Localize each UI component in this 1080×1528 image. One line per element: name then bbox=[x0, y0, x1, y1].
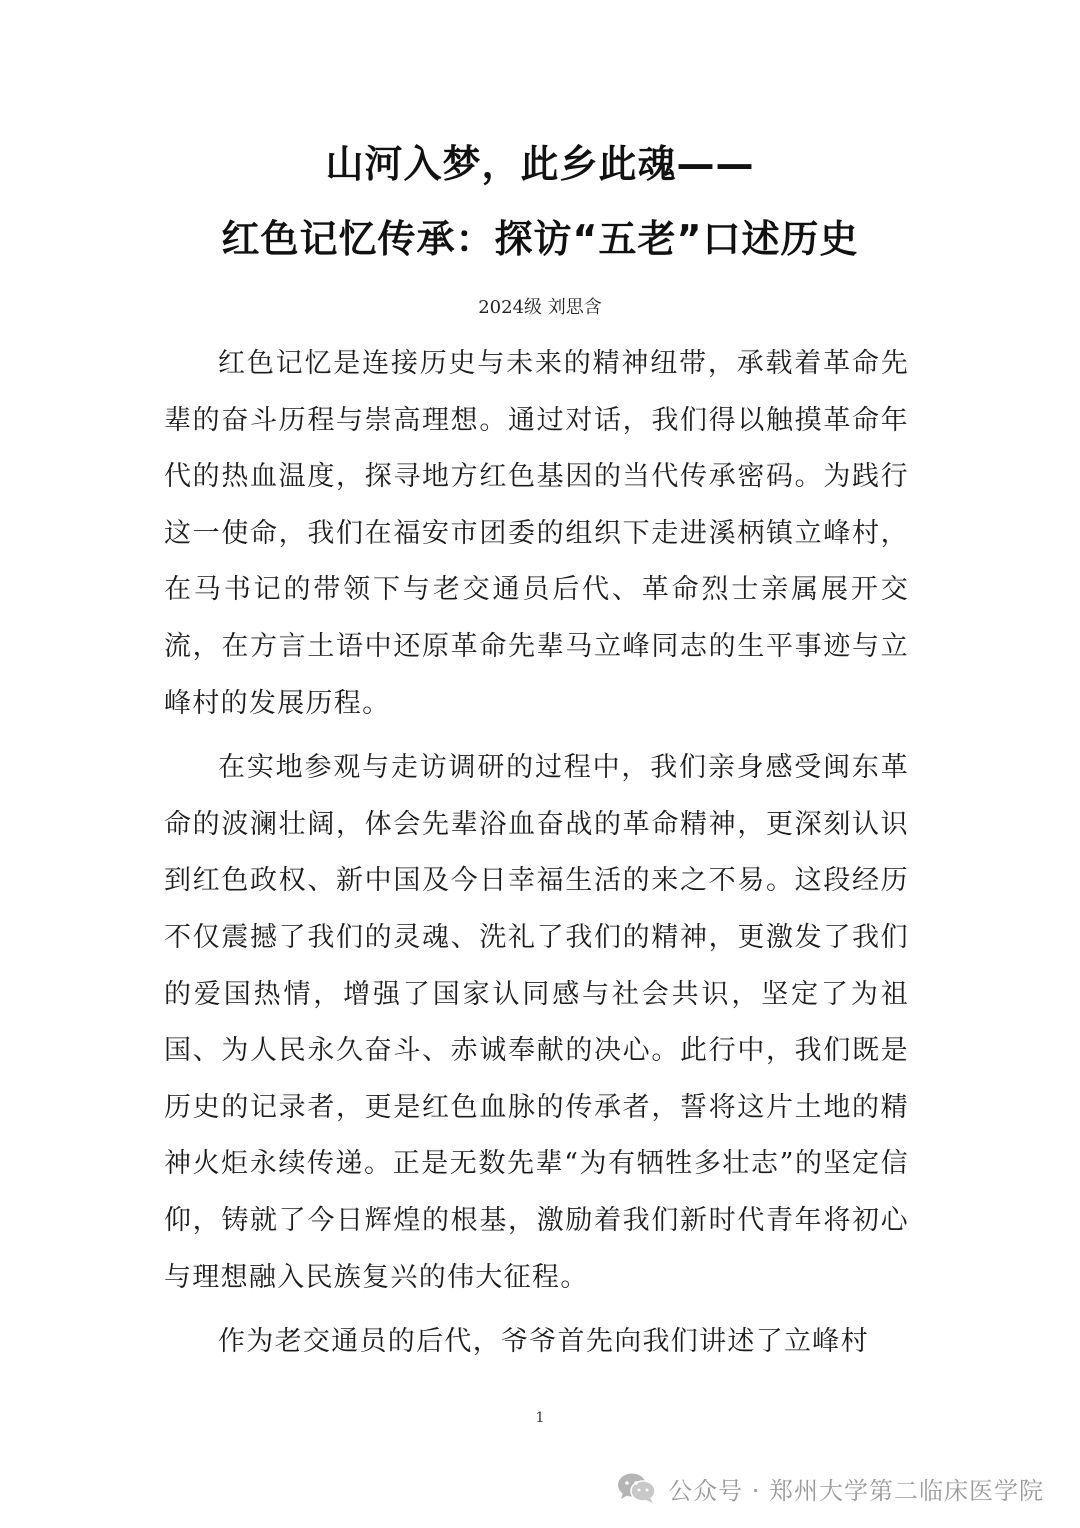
title-line-2: 红色记忆传承：探访“五老”口述历史 bbox=[221, 217, 859, 261]
wechat-watermark bbox=[616, 1468, 1044, 1508]
watermark-text: 公众号 · 郑州大学第二临床医学院 bbox=[668, 1476, 1044, 1505]
wechat-icon bbox=[616, 1471, 658, 1505]
paragraph-2: 在实地参观与走访调研的过程中，我们亲身感受闽东革命的波澜壮阔，体会先辈浴血奋战的革命精神，更深刻认识到红色政权、新中国及今日幸福生活的来之不易。这段经历不仅震撼了我们的灵魂、洗礼了我们的精神，更激发了我们的爱国热情，增强了国家认同感与社会共识，坚定了为祖国、为人民永久奋斗、赤诚奉献的决心。此行中，我们既是历史的记录者，更是红色血脉的传承者，誓将这片土地的精神火炬永续传递。正是无数先辈“为有牺牲多壮志”的坚定信仰，铸就了今日辉煌的根基，激励着我们新时代青年将初心与理想融入民族复兴的伟大征程。 bbox=[164, 752, 909, 1293]
title-line-1: 山河入梦，此乡此魂—— bbox=[325, 142, 755, 186]
paragraph-1: 红色记忆是连接历史与未来的精神纽带，承载着革命先辈的奋斗历程与崇高理想。通过对话，我们得以触摸革命年代的热血温度，探寻地方红色基因的当代传承密码。为践行这一使命，我们在福安市团委的组织下走进溪柄镇立峰村，在马书记的带领下与老交通员后代、革命烈士亲属展开交流，在方言土语中还原革命先辈马立峰同志的生平事迹与立峰村的发展历程。 bbox=[164, 348, 909, 719]
page-number: 1 bbox=[535, 1410, 545, 1426]
paragraph-3: 作为老交通员的后代，爷爷首先向我们讲述了立峰村 bbox=[218, 1326, 869, 1358]
author-line: 2024级 刘思含 bbox=[478, 297, 602, 318]
article-body bbox=[164, 336, 909, 1371]
